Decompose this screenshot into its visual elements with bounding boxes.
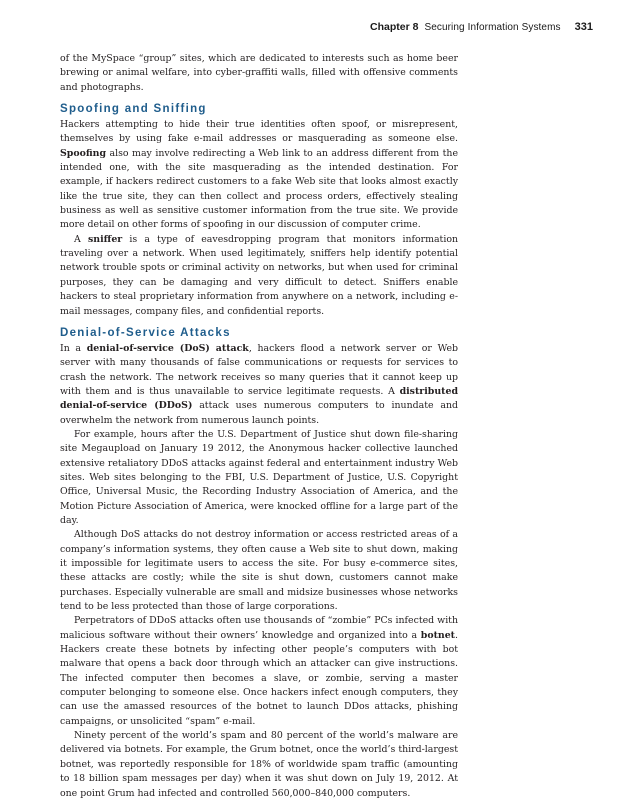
page-body [60,52,458,801]
spoofing-paragraph: Hackers attempting to hide their true identities often spoof, or misrepresent, themselves by using fake e-mail addresses or masquerading as someone else. Spoofing also may involve redirecting a Web link to an address different from the intended one, with the site masquerading as the intended destination. For example, if hackers redirect customers to a fake Web site that looks almost exactly like the true site, they can then collect and process orders, effectively stealing business as well as sensitive customer information from the true site. We provide more detail on other forms of spoofing in our discussion of computer crime. [60,119,459,231]
page-number: 331 [574,21,593,33]
term-dos-attack: denial-of-service (DoS) attack [86,342,249,354]
botnet-paragraph: Perpetrators of DDoS attacks often use thousands of “zombie” PCs infected with malicious software without their owners’ knowledge and organized into a botnet. Hackers create these botnets by infecting other people’s computers with bot malware that opens a back door through which an attacker can give instructions. The infected computer then becomes a slave, or zombie, serving a master computer belonging to someone else. Once hackers infect enough computers, they can use the amassed resources of the botnet to launch DDos attacks, phishing campaigns, or unsolicited “spam” e-mail. [60,615,458,727]
term-botnet: botnet [420,629,456,641]
section-heading-dos: Denial-of-Service Attacks [60,326,231,339]
term-sniffer: sniffer [87,233,123,245]
term-ddos: distributed denial-of-service (DDoS) [60,385,459,412]
chapter-label: Chapter 8 [370,21,419,33]
chapter-title: Securing Information Systems [424,22,561,33]
spam-stats-paragraph: Ninety percent of the world’s spam and 80 percent of the world’s malware are delivered via botnets. For example, the Grum botnet, once the world’s third-largest botnet, was reportedly responsible for 18% of worldwide spam traffic (amounting to 18 billion spam messages per day) when it was shut down on July 19, 2012. At one point Grum had infected and controlled 560,000–840,000 computers. [60,730,458,799]
megaupload-paragraph: For example, hours after the U.S. Department of Justice shut down file-sharing site Megaupload on January 19 2012, the Anonymous hacker collective launched extensive retaliatory DDoS attacks against federal and entertainment industry Web sites. Web sites belonging to the FBI, U.S. Department of Justice, U.S. Copyright Office, Universal Music, the Recording Industry Association of America, and the Motion Picture Association of America, were knocked offline for a large part of the day. [60,428,458,526]
intro-paragraph: of the MySpace “group” sites, which are dedicated to interests such as home beer brewing or animal welfare, into cyber-graffiti walls, filled with offensive comments and photographs. [60,53,458,93]
section-heading-spoofing: Spoofing and Sniffing [60,103,207,116]
dos-impact-paragraph: Although DoS attacks do not destroy information or access restricted areas of a company’s information systems, they often cause a Web site to shut down, making it impossible for legitimate users to access the site. For busy e-commerce sites, these attacks are costly; while the site is shut down, customers cannot make purchases. Especially vulnerable are small and midsize businesses whose networks tend to be less protected than those of large corporations. [60,529,458,613]
dos-paragraph: In a denial-of-service (DoS) attack, hackers flood a network server or Web server with many thousands of false communications or requests for services to crash the network. The network receives so many queries that it cannot keep up with them and is thus unavailable to service legitimate requests. A distributed denial-of-service (DDoS) attack uses numerous computers to inundate and overwhelm the network from numerous launch points. [60,342,459,426]
term-spoofing: Spoofing [60,147,107,159]
sniffer-paragraph: A sniffer is a type of eavesdropping program that monitors information traveling over a network. When used legitimately, sniffers help identify potential network trouble spots or criminal activity on networks, but when used for criminal purposes, they can be damaging and very difficult to detect. Sniffers enable hackers to steal proprietary information from anywhere on a network, including e-mail messages, company files, and confidential reports. [60,233,459,317]
page-header [370,21,593,33]
